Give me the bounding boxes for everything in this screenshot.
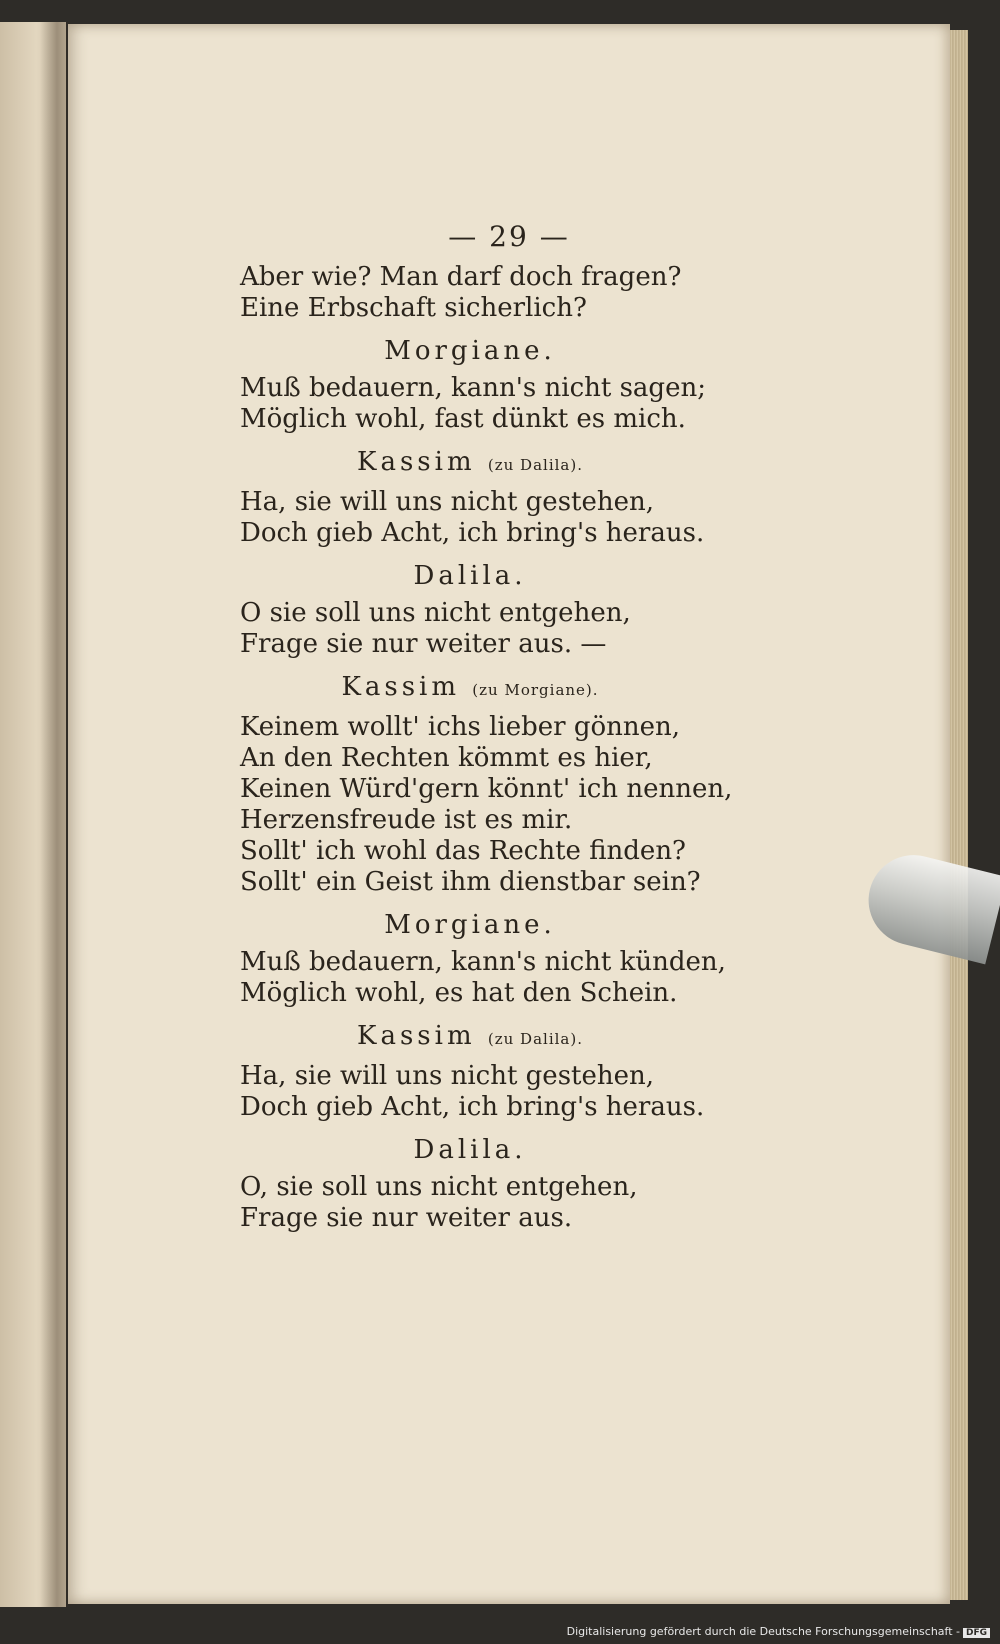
verse-line: Keinem wollt' ichs lieber gönnen, — [240, 712, 681, 742]
verse-line: Frage sie nur weiter aus. — — [240, 629, 607, 659]
verse-line: Ha, sie will uns nicht gestehen, — [240, 487, 655, 517]
speaker-heading — [240, 910, 700, 941]
page-stack-edge — [950, 30, 968, 1600]
speaker-name: Morgiane. — [384, 910, 556, 940]
verse-line: Herzensfreude ist es mir. — [240, 805, 573, 835]
verse-block — [240, 1172, 700, 1234]
page-text — [240, 262, 733, 1234]
verse-line: Frage sie nur weiter aus. — [240, 1203, 573, 1233]
verse-line: Doch gieb Acht, ich bring's heraus. — [240, 1092, 705, 1122]
digitization-credit — [567, 1625, 990, 1638]
speaker-heading — [240, 336, 700, 367]
verse-line: Möglich wohl, es hat den Schein. — [240, 978, 678, 1008]
stage-direction: (zu Dalila). — [487, 1030, 583, 1048]
speaker-name: Dalila. — [413, 1135, 527, 1165]
verse-block — [240, 262, 700, 324]
verse-block — [240, 598, 700, 660]
speaker-name: Kassim — [357, 447, 476, 477]
speaker-heading — [240, 447, 700, 481]
speaker-name: Kassim — [357, 1021, 476, 1051]
speaker-name: Kassim — [341, 672, 461, 702]
verse-line: O, sie soll uns nicht entgehen, — [240, 1172, 638, 1202]
speaker-heading — [240, 1135, 700, 1166]
verse-block — [240, 947, 726, 1009]
verse-line: Muß bedauern, kann's nicht künden, — [240, 947, 726, 977]
speaker-heading — [240, 672, 700, 706]
verse-block — [240, 373, 706, 435]
verse-line: An den Rechten kömmt es hier, — [240, 743, 653, 773]
speaker-name: Morgiane. — [384, 336, 556, 366]
verse-line: Muß bedauern, kann's nicht sagen; — [240, 373, 706, 403]
stage-direction: (zu Morgiane). — [472, 681, 599, 699]
stage-direction: (zu Dalila). — [487, 456, 583, 474]
credit-text: Digitalisierung gefördert durch die Deutsche Forschungsgemeinschaft - — [566, 1625, 960, 1638]
verse-line: Möglich wohl, fast dünkt es mich. — [240, 404, 686, 434]
verse-block — [240, 1061, 705, 1123]
verse-line: Doch gieb Acht, ich bring's heraus. — [240, 518, 705, 548]
speaker-heading — [240, 561, 700, 592]
speaker-heading — [240, 1021, 700, 1055]
verse-block — [240, 487, 705, 549]
verse-line: O sie soll uns nicht entgehen, — [240, 598, 631, 628]
verse-line: Ha, sie will uns nicht gestehen, — [240, 1061, 655, 1091]
verse-line: Keinen Würd'gern könnt' ich nennen, — [240, 774, 733, 804]
verse-line: Sollt' ich wohl das Rechte finden? — [240, 836, 686, 866]
verse-line: Aber wie? Man darf doch fragen? — [240, 262, 682, 292]
dfg-badge: DFG — [963, 1628, 990, 1638]
verse-line: Eine Erbschaft sicherlich? — [240, 293, 587, 323]
verse-block — [240, 712, 733, 898]
verse-line: Sollt' ein Geist ihm dienstbar sein? — [240, 867, 701, 897]
page-number: — 29 — — [448, 220, 570, 253]
speaker-name: Dalila. — [413, 561, 527, 591]
